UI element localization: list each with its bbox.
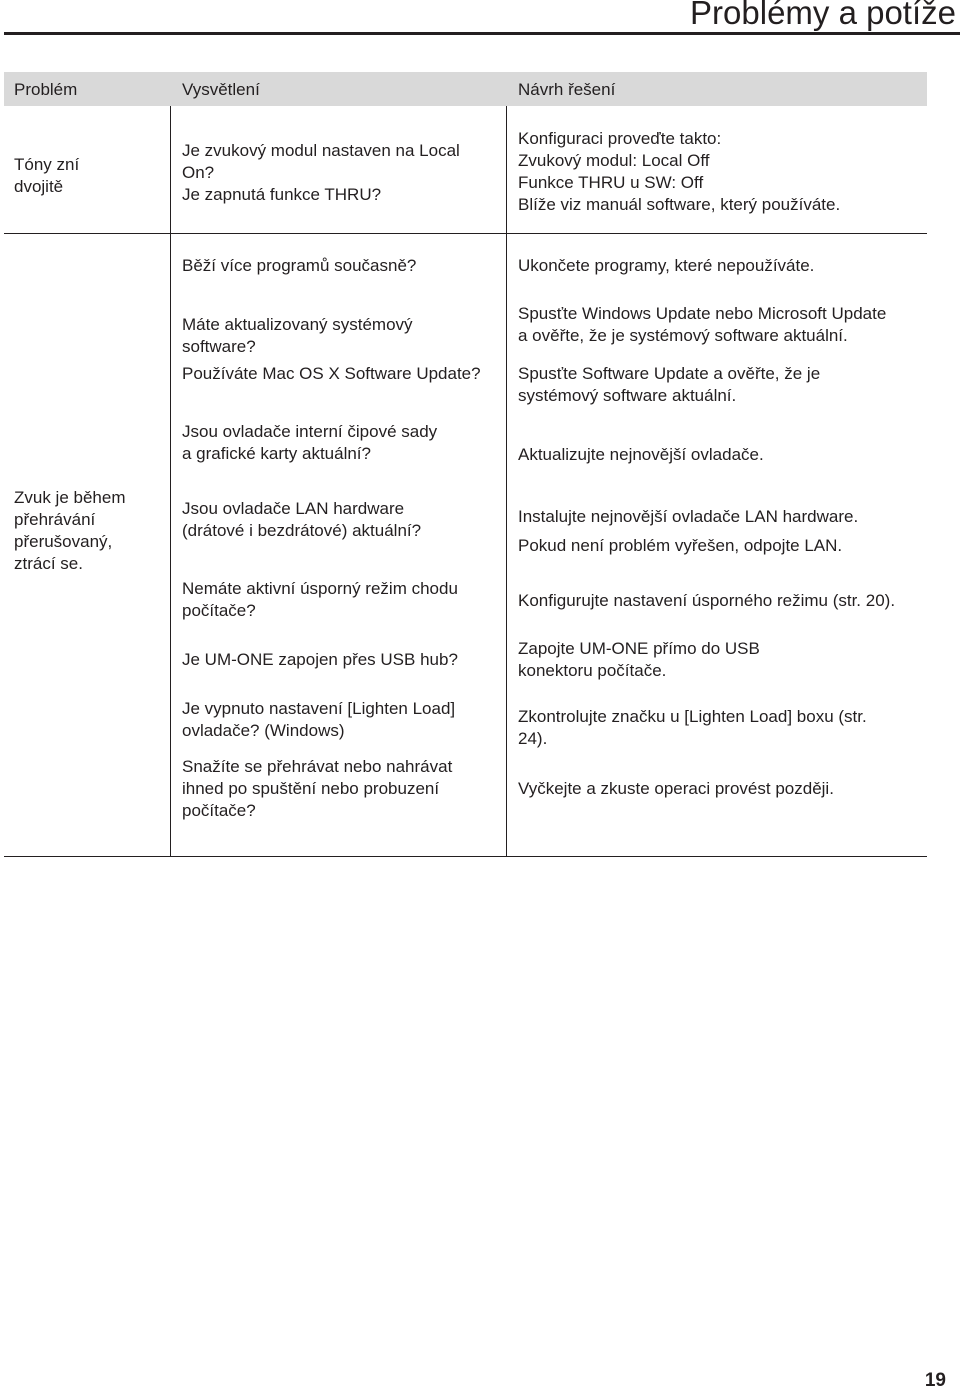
- solution-row-7: Zapojte UM-ONE přímo do USB konektoru počítače.: [518, 639, 760, 680]
- page-title: Problémy a potíže: [690, 0, 956, 31]
- explanation-row-6: Nemáte aktivní úsporný režim chodu počítače?: [182, 579, 458, 620]
- table-bottom-rule: [4, 856, 927, 857]
- section-divider: [4, 233, 927, 234]
- problem-sound-interrupted: Zvuk je během přehrávání přerušovaný, ztrácí se.: [14, 488, 126, 573]
- column-divider-1: [170, 106, 171, 857]
- solution-row-9: Vyčkejte a zkuste operaci provést později.: [518, 779, 834, 798]
- explanation-row-4: Jsou ovladače interní čipové sady a grafické karty aktuální?: [182, 422, 438, 463]
- page-number: 19: [924, 1370, 946, 1391]
- solution-row-8: Zkontrolujte značku u [Lighten Load] boxu (str. 24).: [518, 707, 867, 748]
- explanation-row-9: Snažíte se přehrávat nebo nahrávat ihned po spuštění nebo probuzení počítače?: [182, 757, 453, 820]
- solution-row-2: Spusťte Windows Update nebo Microsoft Update a ověřte, že je systémový software aktuální.: [518, 304, 887, 345]
- solution-row-5-extra: Pokud není problém vyřešen, odpojte LAN.: [518, 536, 843, 555]
- solution-local-thru: Konfiguraci proveďte takto: Zvukový modul: Local Off Funkce THRU u SW: Off Blíže viz manuál software, který používáte.: [518, 129, 841, 214]
- explanation-row-1: Běží více programů současně?: [182, 256, 417, 275]
- explanation-local-thru: Je zvukový modul nastaven na Local On? Je zapnutá funkce THRU?: [182, 141, 460, 204]
- title-rule: [4, 32, 960, 35]
- header-solution: Návrh řešení: [518, 80, 616, 99]
- explanation-row-8: Je vypnuto nastavení [Lighten Load] ovladače? (Windows): [182, 699, 456, 740]
- explanation-row-7: Je UM-ONE zapojen přes USB hub?: [182, 650, 458, 669]
- table-header-row: [4, 72, 927, 106]
- solution-row-5: Instalujte nejnovější ovladače LAN hardware.: [518, 507, 859, 526]
- explanation-row-3: Používáte Mac OS X Software Update?: [182, 364, 481, 383]
- solution-row-3: Spusťte Software Update a ověřte, že je systémový software aktuální.: [518, 364, 821, 405]
- solution-row-6: Konfigurujte nastavení úsporného režimu (str. 20).: [518, 591, 896, 610]
- explanation-row-2: Máte aktualizovaný systémový software?: [182, 315, 413, 356]
- header-problem: Problém: [14, 80, 78, 99]
- header-explanation: Vysvětlení: [182, 80, 260, 99]
- solution-row-1: Ukončete programy, které nepoužíváte.: [518, 256, 815, 275]
- column-divider-2: [506, 106, 507, 857]
- explanation-row-5: Jsou ovladače LAN hardware (drátové i bezdrátové) aktuální?: [182, 499, 422, 540]
- problem-double-notes: Tóny zní dvojitě: [14, 155, 80, 196]
- solution-row-4: Aktualizujte nejnovější ovladače.: [518, 445, 764, 464]
